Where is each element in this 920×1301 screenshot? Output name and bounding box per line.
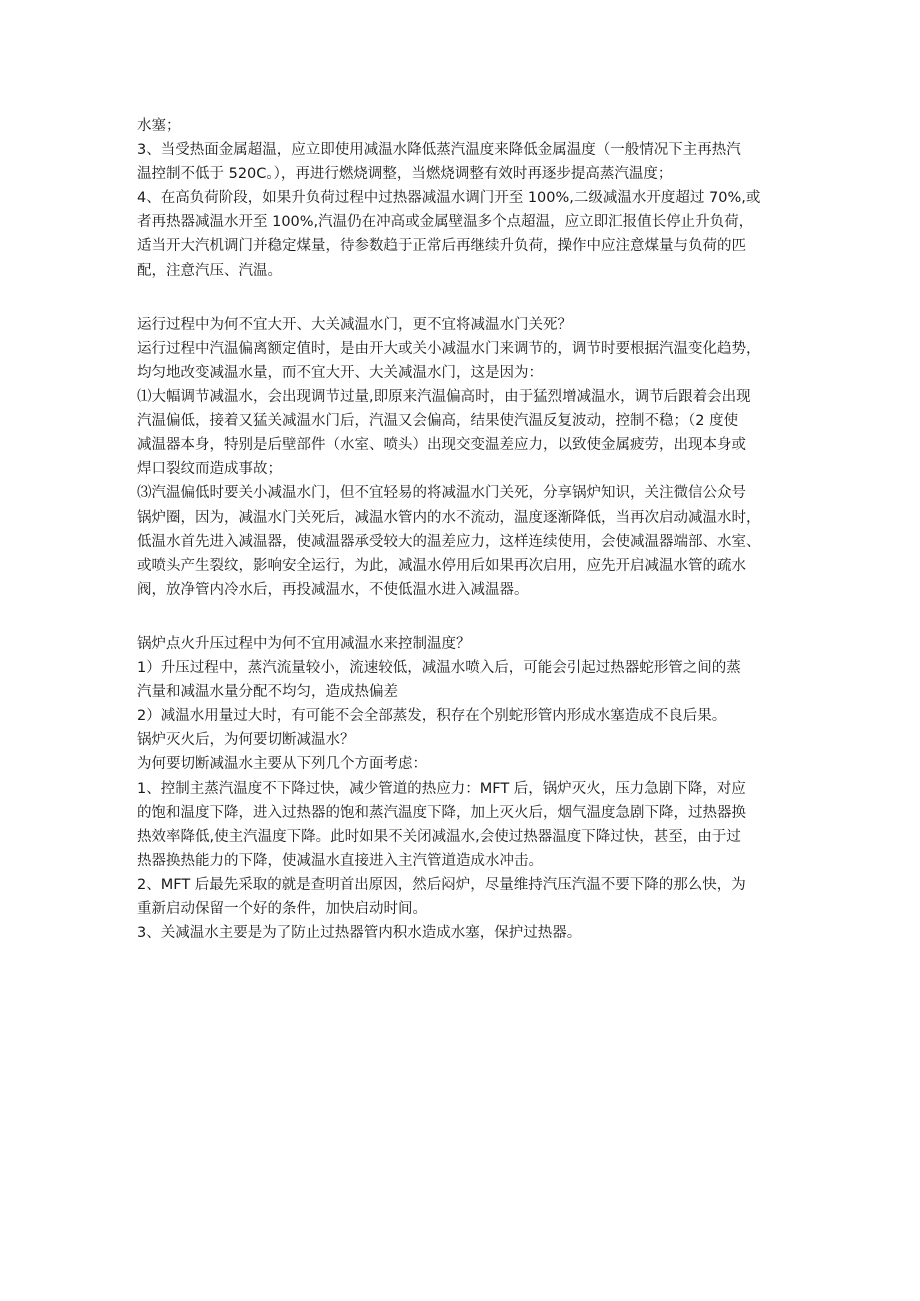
text-line: 温控制不低于 520C。），再进行燃烧调整，当燃烧调整有效时再逐步提高蒸汽温度； [137,166,673,183]
text-line: 配，注意汽压、汽温。 [137,262,282,279]
text-line: 或喷头产生裂纹，影响安全运行，为此，减温水停用后如果再次启用，应先开启减温水管的疏水 [137,557,746,574]
text-line: 1）升压过程中，蒸汽流量较小，流速较低，减温水喷入后，可能会引起过热器蛇形管之间的蒸 [137,660,741,677]
text-line: 3、关减温水主要是为了防止过热器管内积水造成水塞，保护过热器。 [137,925,582,942]
text-line: ⑶汽温偏低时要关小减温水门，但不宜轻易的将减温水门关死，分享锅炉知识，关注微信公众号 [137,485,746,502]
document-body [137,114,789,945]
section-superheat-measures [137,114,789,283]
text-line: 者再热器减温水开至 100%,汽温仍在冲高或金属壁温多个点超温，应立即汇报值长停止升负荷， [137,214,754,231]
paragraph-gap [137,283,789,307]
text-line: ⑴大幅调节减温水，会出现调节过量,即原来汽温偏高时，由于猛烈增减温水，调节后跟着会出现 [137,389,751,406]
section-ignition-and-trip [137,632,789,945]
text-line: 2）减温水用量过大时，有可能不会全部蒸发，积存在个别蛇形管内形成水塞造成不良后果。 [137,708,727,725]
text-line: 重新启动保留一个好的条件，加快启动时间。 [137,901,427,917]
text-line: 热效率降低,使主汽温度下降。此时如果不关闭减温水,会使过热器温度下降过快，甚至，由于过 [137,828,741,845]
text-line: 均匀地改变减温水量，而不宜大开、大关减温水门，这是因为： [137,364,543,381]
text-line: 为何要切断减温水主要从下列几个方面考虑： [137,756,427,773]
text-line: 1、控制主蒸汽温度不下降过快，减少管道的热应力：MFT 后，锅炉灭火，压力急剧下降，对应 [137,780,746,797]
text-line: 2、MFT 后最先采取的就是查明首出原因，然后闷炉，尽量维持汽压汽温不要下降的那么快，为 [137,876,746,893]
text-line: 的饱和温度下降，进入过热器的饱和蒸汽温度下降，加上灭火后，烟气温度急剧下降，过热器换 [137,804,746,821]
text-line: 4、在高负荷阶段，如果升负荷过程中过热器减温水调门开至 100%,二级减温水开度超过 70%,或 [137,190,761,207]
text-line: 阀，放净管内冷水后，再投减温水，不使低温水进入减温器。 [137,581,529,598]
text-line: 适当开大汽机调门并稳定煤量，待参数趋于正常后再继续升负荷，操作中应注意煤量与负荷的匹 [137,238,746,255]
text-line: 汽温偏低，接着又猛关减温水门后，汽温又会偏高，结果使汽温反复波动，控制不稳；（2 度使 [137,413,739,430]
section-desuperheater-valve [137,313,789,602]
section-heading: 运行过程中为何不宜大开、大关减温水门，更不宜将减温水门关死？ [137,316,572,333]
text-line: 水塞； [137,118,181,134]
text-line: 运行过程中汽温偏离额定值时，是由开大或关小减温水门来调节的，调节时要根据汽温变化趋势， [137,340,761,357]
text-line: 锅炉圈，因为，减温水门关死后，减温水管内的水不流动，温度逐渐降低，当再次启动减温水时， [137,509,761,526]
text-line: 减温器本身，特别是后壁部件（水室、喷头）出现交变温差应力，以致使金属疲劳，出现本身或 [137,437,746,454]
text-line: 3、当受热面金属超温，应立即使用减温水降低蒸汽温度来降低金属温度（一般情况下主再热汽 [137,142,741,159]
section-heading: 锅炉灭火后，为何要切断减温水？ [137,732,355,749]
text-line: 汽量和减温水量分配不均匀，造成热偏差 [137,684,398,701]
paragraph-gap [137,602,789,626]
text-line: 低温水首先进入减温器，使减温器承受较大的温差应力，这样连续使用，会使减温器端部、水室、 [137,533,761,550]
text-line: 焊口裂纹而造成事故； [137,461,282,478]
text-line: 热器换热能力的下降，使减温水直接进入主汽管道造成水冲击。 [137,852,543,869]
section-heading: 锅炉点火升压过程中为何不宜用减温水来控制温度？ [137,635,471,652]
